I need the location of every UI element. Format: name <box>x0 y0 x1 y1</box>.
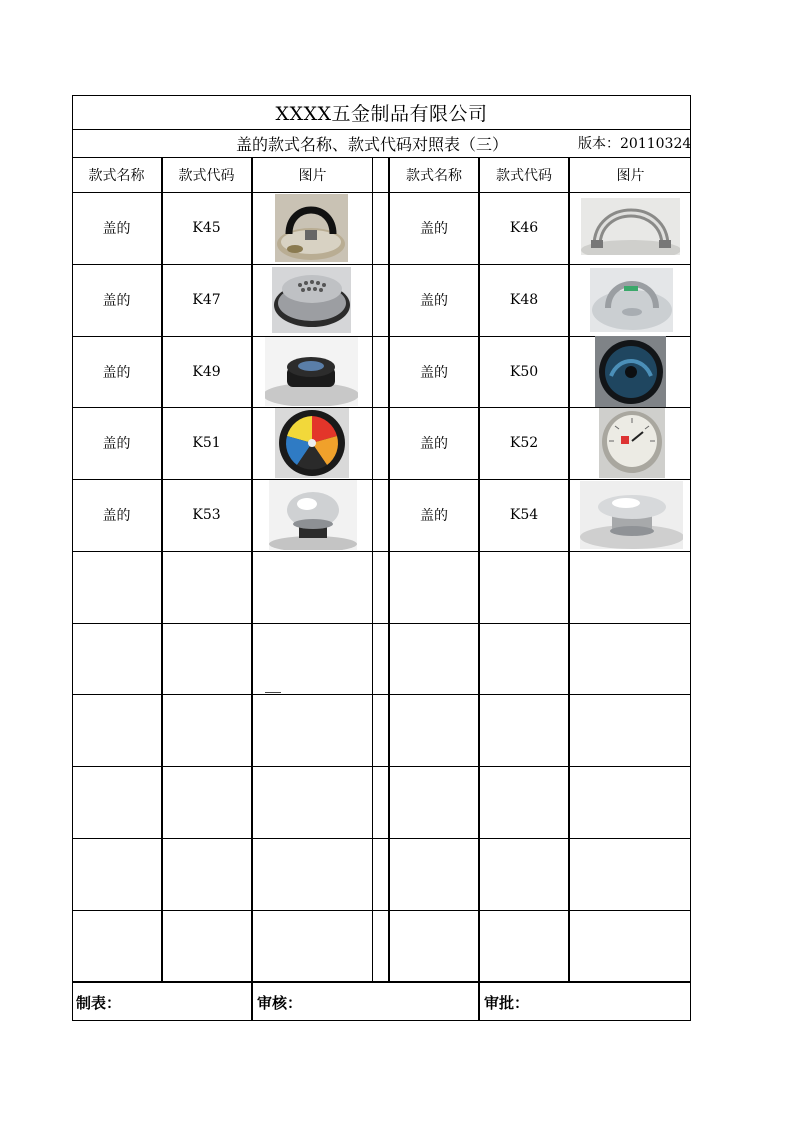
style-code-cell: K54 <box>509 507 539 523</box>
header-picture: 图片 <box>298 167 327 184</box>
lid-style-sheet <box>72 95 691 1021</box>
row-rule <box>72 551 691 552</box>
style-name-cell: 盖的 <box>420 221 448 237</box>
company-title: XXXX五金制品有限公司 <box>275 102 488 125</box>
style-name-cell: 盖的 <box>102 508 131 524</box>
row-rule <box>72 910 691 911</box>
header-style-code: 款式代码 <box>178 167 235 184</box>
header-style-name: 款式名称 <box>88 167 145 184</box>
style-code-cell: K49 <box>192 363 221 380</box>
header-style-name: 款式名称 <box>406 167 462 184</box>
table-subtitle: 盖的款式名称、款式代码对照表（三） <box>235 134 508 154</box>
style-code-cell: K48 <box>509 292 539 308</box>
style-code-cell: K45 <box>192 220 221 236</box>
stray-mark <box>265 692 281 693</box>
kettle-handle-lid-icon <box>275 194 348 262</box>
vented-knob-lid-icon <box>272 267 351 333</box>
row-rule <box>72 766 691 767</box>
row-rule <box>72 694 691 695</box>
style-name-cell: 盖的 <box>102 293 131 309</box>
style-code-cell: K50 <box>509 363 539 380</box>
style-code-cell: K47 <box>192 292 221 308</box>
style-code-cell: K53 <box>192 507 221 523</box>
black-knob-lid-icon <box>265 337 358 406</box>
style-name-cell: 盖的 <box>420 508 448 524</box>
steel-flat-knob-icon <box>580 481 683 549</box>
style-code-cell: K46 <box>509 220 539 236</box>
style-name-cell: 盖的 <box>420 436 448 452</box>
steel-dome-knob-icon <box>269 480 357 550</box>
color-gauge-knob-icon <box>275 408 349 478</box>
row-rule <box>72 623 691 624</box>
dark-gauge-knob-icon <box>595 336 666 407</box>
made-by-label: 制表： <box>76 993 122 1012</box>
style-name-cell: 盖的 <box>420 364 448 381</box>
approved-by-label: 审批： <box>484 993 530 1012</box>
style-name-cell: 盖的 <box>102 221 131 237</box>
col-divider <box>372 157 373 982</box>
style-code-cell: K52 <box>509 435 539 451</box>
version-label: 版本：20110324 <box>578 136 692 152</box>
loop-handle-lid-icon <box>590 268 673 332</box>
arch-handle-lid-icon <box>581 198 680 255</box>
col-divider <box>568 157 570 982</box>
style-name-cell: 盖的 <box>102 436 131 452</box>
col-divider <box>251 157 253 1021</box>
row-rule <box>72 838 691 839</box>
reviewed-by-label: 审核： <box>257 993 303 1012</box>
style-name-cell: 盖的 <box>420 293 448 309</box>
header-picture: 图片 <box>616 167 645 184</box>
thermometer-knob-icon <box>599 408 665 478</box>
header-style-code: 款式代码 <box>496 167 552 184</box>
style-code-cell: K51 <box>192 435 221 451</box>
style-name-cell: 盖的 <box>102 364 131 381</box>
